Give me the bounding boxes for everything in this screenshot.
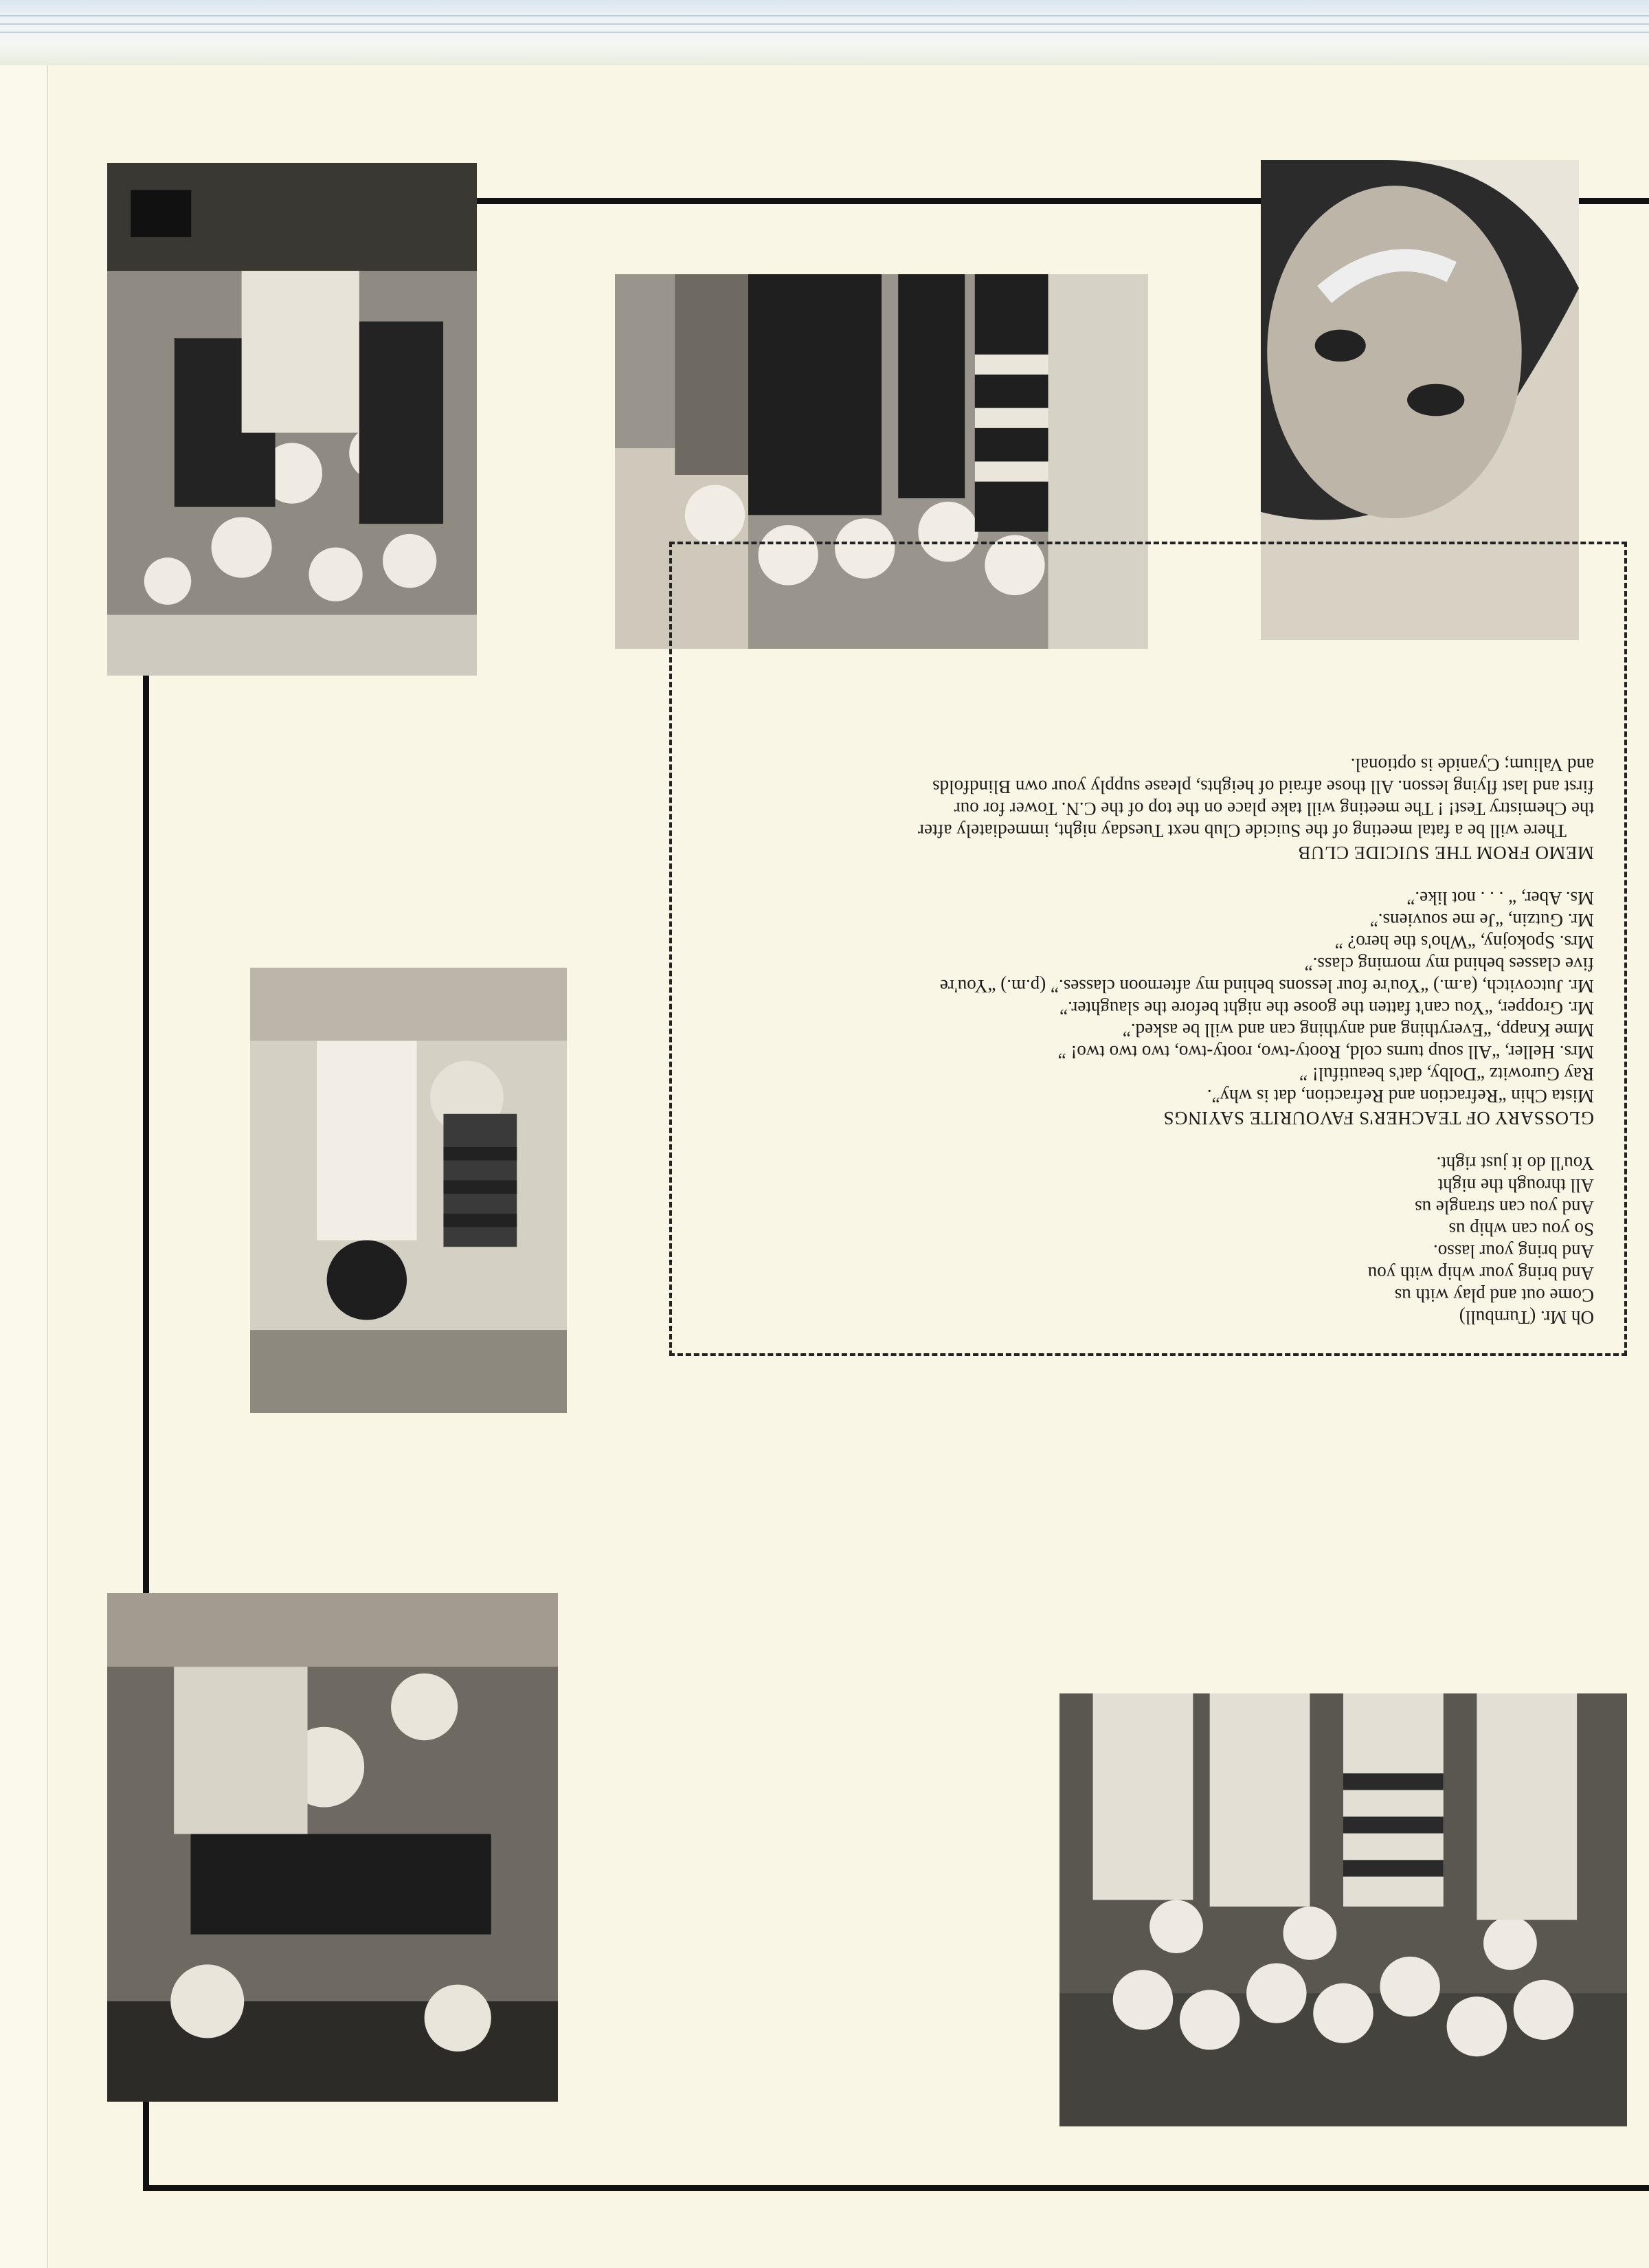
poem-line: Come out and play with us	[1394, 1285, 1594, 1306]
scan-margin	[0, 0, 1649, 65]
classroom-desk-photo	[107, 1593, 558, 2102]
glossary-line: Mr. Gropper, “You can't fatten the goose the night before the slaughter.”	[1059, 998, 1594, 1019]
poem-line: All through the night	[1437, 1175, 1594, 1196]
memo-line: and Valium; Cyanide is optional.	[1350, 755, 1594, 775]
memo-line: There will be a fatal meeting of the Suicide Club next Tuesday night, immediately after	[917, 821, 1567, 841]
glossary-heading: GLOSSARY OF TEACHER'S FAVOURITE SAYINGS	[1163, 1108, 1594, 1129]
poem	[702, 1153, 1594, 1328]
memo-line: the Chemistry Test! ! The meeting will take place on the top of the C.N. Tower for our	[954, 799, 1594, 819]
poem-line: And bring your whip with you	[1367, 1263, 1594, 1284]
glossary-line: Mme Knapp, “Everything and anything can and will be asked.”	[1122, 1020, 1594, 1041]
glossary	[702, 887, 1594, 1129]
upside-down-page-content	[143, 198, 1649, 2191]
poem-line: So you can whip us	[1448, 1219, 1594, 1240]
text-panel	[669, 542, 1627, 1356]
crowd-in-hallway-photo	[107, 163, 477, 676]
glossary-line: Mista Chin “Refraction and Refraction, dat is why”.	[1207, 1086, 1594, 1107]
glossary-line: Ms. Aber, “ . . . not like.”	[1406, 888, 1594, 909]
glossary-line: Mrs. Spokojny, “Who's the hero? ”	[1334, 932, 1594, 953]
memo-line: first and last flying lesson. All those afraid of heights, please supply your own Blindfolds	[932, 777, 1594, 797]
glossary-line: Mr. Jutcovitch, (a.m.) “You're four lessons behind my afternoon classes.” (p.m.) “You're	[939, 976, 1594, 997]
memo-heading: MEMO FROM THE SUICIDE CLUB	[1297, 843, 1594, 863]
poem-line: And bring your lasso.	[1433, 1241, 1594, 1262]
glossary-line: Mr. Gutzin, “Je me souviens.”	[1369, 910, 1594, 931]
poem-line: And you can strangle us	[1415, 1197, 1594, 1218]
teacher-with-student-photo	[250, 968, 567, 1413]
glossary-line: Ray Gurowitz “Dolby, dat's beautiful! ”	[1299, 1064, 1594, 1085]
group-at-blackboard-photo	[1059, 1693, 1627, 2126]
glossary-line: five classes behind my morning class.”	[1304, 954, 1594, 975]
memo	[702, 754, 1594, 864]
poem-line: You'll do it just right.	[1436, 1153, 1594, 1174]
glossary-line: Mrs. Heller, “All soup turns cold, Rooty-two, rooty-two, two two two! ”	[1057, 1042, 1594, 1063]
poem-line: Oh Mr. (Turnbull)	[1459, 1307, 1594, 1328]
